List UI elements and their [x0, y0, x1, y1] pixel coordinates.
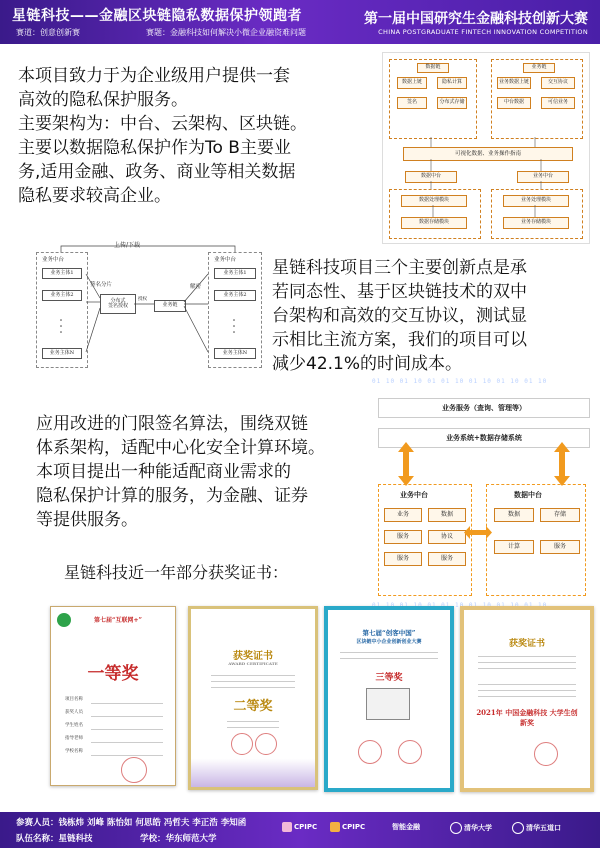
data-middle-title: 数据中台	[514, 490, 542, 499]
data-upload-box: 数据上链	[397, 77, 427, 89]
signature-box: 签名	[397, 97, 427, 109]
red-seal-icon	[231, 733, 253, 755]
competition-title-en: CHINA POSTGRADUATE FINTECH INNOVATION COMPETITION	[378, 28, 588, 36]
upload-download-label: 上传/下载	[114, 242, 141, 249]
cert1-row: 指导老师	[65, 736, 83, 741]
track-label: 赛道：创意创新赛	[16, 28, 80, 37]
certificate-first-prize	[50, 606, 176, 786]
business-upload-box: 业务数据上链	[497, 77, 531, 89]
cert1-row: 学校名称	[65, 749, 83, 754]
biz-item-5: 服务	[384, 552, 422, 566]
data-chain-box: 数据链	[417, 63, 449, 73]
solution-paragraph: 应用改进的门限签名算法，围绕双链 体系架构，适配中心化安全计算环境。 本项目提出一种能适配商业需求的 隐私保护计算的服务，为金融、证券 等提供服务。	[36, 414, 325, 530]
system-layer-diagram	[378, 390, 590, 598]
header-banner	[0, 0, 600, 44]
tsinghua-logo: 清华大学	[450, 822, 492, 834]
cert1-row: 学生姓名	[65, 723, 83, 728]
business-service-layer: 业务服务（查询、管理等）	[378, 398, 590, 418]
cert3-header: 第七届“创客中国”	[362, 629, 416, 637]
distributed-sign-box: 分布式 签名授权	[100, 294, 136, 314]
cert4-title: 2021年 中国金融科技 大学生创新奖	[476, 708, 578, 727]
biz-item-2: 数据	[428, 508, 466, 522]
cert1-table	[65, 693, 83, 758]
system-storage-layer: 业务系统+数据存储系统	[378, 428, 590, 448]
smart-finance-logo: 智能金融	[392, 823, 420, 831]
trusted-business-box: 可信业务	[541, 97, 575, 109]
decrypt-label: 解密	[190, 284, 202, 290]
data-process-box: 数据处理模块	[401, 195, 467, 207]
cert1-row: 获奖人员	[65, 710, 83, 715]
certificate-third-prize	[324, 606, 454, 792]
cpipc-logo-2: CPIPC	[330, 822, 365, 832]
cert3-sub: 区块链中小企业创新创业大赛	[356, 639, 422, 645]
business-chain-box: 业务链	[523, 63, 555, 73]
right-entity-1: 业务主体1	[214, 268, 256, 279]
data-middle-box: 数据中台	[405, 171, 457, 183]
competition-title: 第一届中国研究生金融科技创新大赛	[364, 11, 588, 27]
school-label: 学校：华东师范大学	[140, 834, 217, 844]
data-item-2: 存储	[540, 508, 580, 522]
data-storage-box: 数据存储模块	[401, 217, 467, 229]
cert3-title: 三等奖	[375, 673, 403, 683]
certificate-fintech-award	[460, 606, 594, 792]
signature-flow-arrows	[30, 240, 268, 378]
red-seal-icon	[398, 740, 422, 764]
right-entity-n: 业务主体N	[214, 348, 256, 359]
business-storage-box: 业务存储模块	[503, 217, 569, 229]
cert2-header: 获奖证书	[233, 651, 273, 662]
left-entity-n: 业务主体N	[42, 348, 82, 359]
left-entity-1: 业务主体1	[42, 268, 82, 279]
architecture-diagram	[382, 52, 590, 244]
binary-decoration-top: 01 10 01 10 01 01 10 01 10 01 10 01 10	[372, 378, 548, 385]
cert1-header: 第七届“互联网+”	[94, 617, 142, 624]
left-platform-title: 业务中台	[42, 257, 65, 263]
data-item-4: 服务	[540, 540, 580, 554]
footer-banner	[0, 812, 600, 848]
middle-data-box: 中台数据	[497, 97, 531, 109]
data-item-3: 计算	[494, 540, 534, 554]
red-seal-icon	[255, 733, 277, 755]
biz-item-4: 协议	[428, 530, 466, 544]
architecture-connectors	[383, 53, 589, 243]
members-label: 参赛人员：钱栋炜 刘峰 陈怡如 何思皓 冯哲夫 李正浩 李知函	[16, 818, 247, 828]
cert1-title: 一等奖	[87, 664, 139, 684]
sign-shard-label: 签名分片	[90, 282, 113, 288]
topic-label: 赛题：金融科技如何解决小微企业融资难问题	[146, 28, 306, 37]
tsinghua-pbcsf-logo: 清华五道口	[512, 822, 561, 834]
business-middle-title: 业务中台	[400, 490, 428, 499]
cpipc-logo-1: CPIPC	[282, 822, 317, 832]
red-seal-icon	[358, 740, 382, 764]
biz-item-6: 服务	[428, 552, 466, 566]
left-entity-2: 业务主体2	[42, 290, 82, 301]
business-process-box: 业务处理模块	[503, 195, 569, 207]
red-seal-icon	[534, 742, 558, 766]
intro-paragraph: 本项目致力于为企业级用户提供一套 高效的隐私保护服务。 主要架构为：中台、云架构、区块链。 主要以数据隐私保护作为To B主要业 务,适用金融、政务、商业等相关数据 隐私要求较高企业。	[18, 66, 307, 206]
right-platform-title: 业务中台	[214, 257, 237, 263]
red-seal-icon	[121, 757, 147, 783]
award-plaque-image	[366, 688, 410, 720]
certs-heading: 星链科技近一年部分获奖证书：	[64, 563, 289, 582]
distributed-storage-box: 分布式存储	[437, 97, 467, 109]
cert4-header: 获奖证书	[508, 639, 545, 649]
interaction-protocol-box: 交互协议	[541, 77, 575, 89]
visualization-box: 可视化数据、业务操作指南	[403, 147, 573, 161]
business-middle-box: 业务中台	[517, 171, 569, 183]
page-title: 星链科技——金融区块链隐私数据保护领跑者	[12, 8, 302, 24]
cert1-row: 项目名称	[65, 697, 83, 702]
innovation-paragraph: 星链科技项目三个主要创新点是承 若同态性、基于区块链技术的双中 台架构和高效的交互协议，测试显 示相比主流方案，我们的项目可以 减少42.1%的时间成本。	[272, 258, 527, 374]
data-item-1: 数据	[494, 508, 534, 522]
certificate-second-prize	[188, 606, 318, 790]
signature-flow-diagram	[30, 240, 268, 378]
layer-arrows	[378, 390, 590, 598]
privacy-compute-box: 隐私计算	[437, 77, 467, 89]
biz-item-1: 业务	[384, 508, 422, 522]
cert2-title: 二等奖	[233, 699, 273, 714]
biz-item-3: 服务	[384, 530, 422, 544]
right-entity-2: 业务主体2	[214, 290, 256, 301]
authorize-label: 授权	[138, 297, 147, 302]
team-label: 队伍名称：星链科技	[16, 834, 93, 844]
business-chain-node: 业务链	[154, 300, 186, 312]
cert2-sub: AWARD CERTIFICATE	[228, 661, 278, 666]
